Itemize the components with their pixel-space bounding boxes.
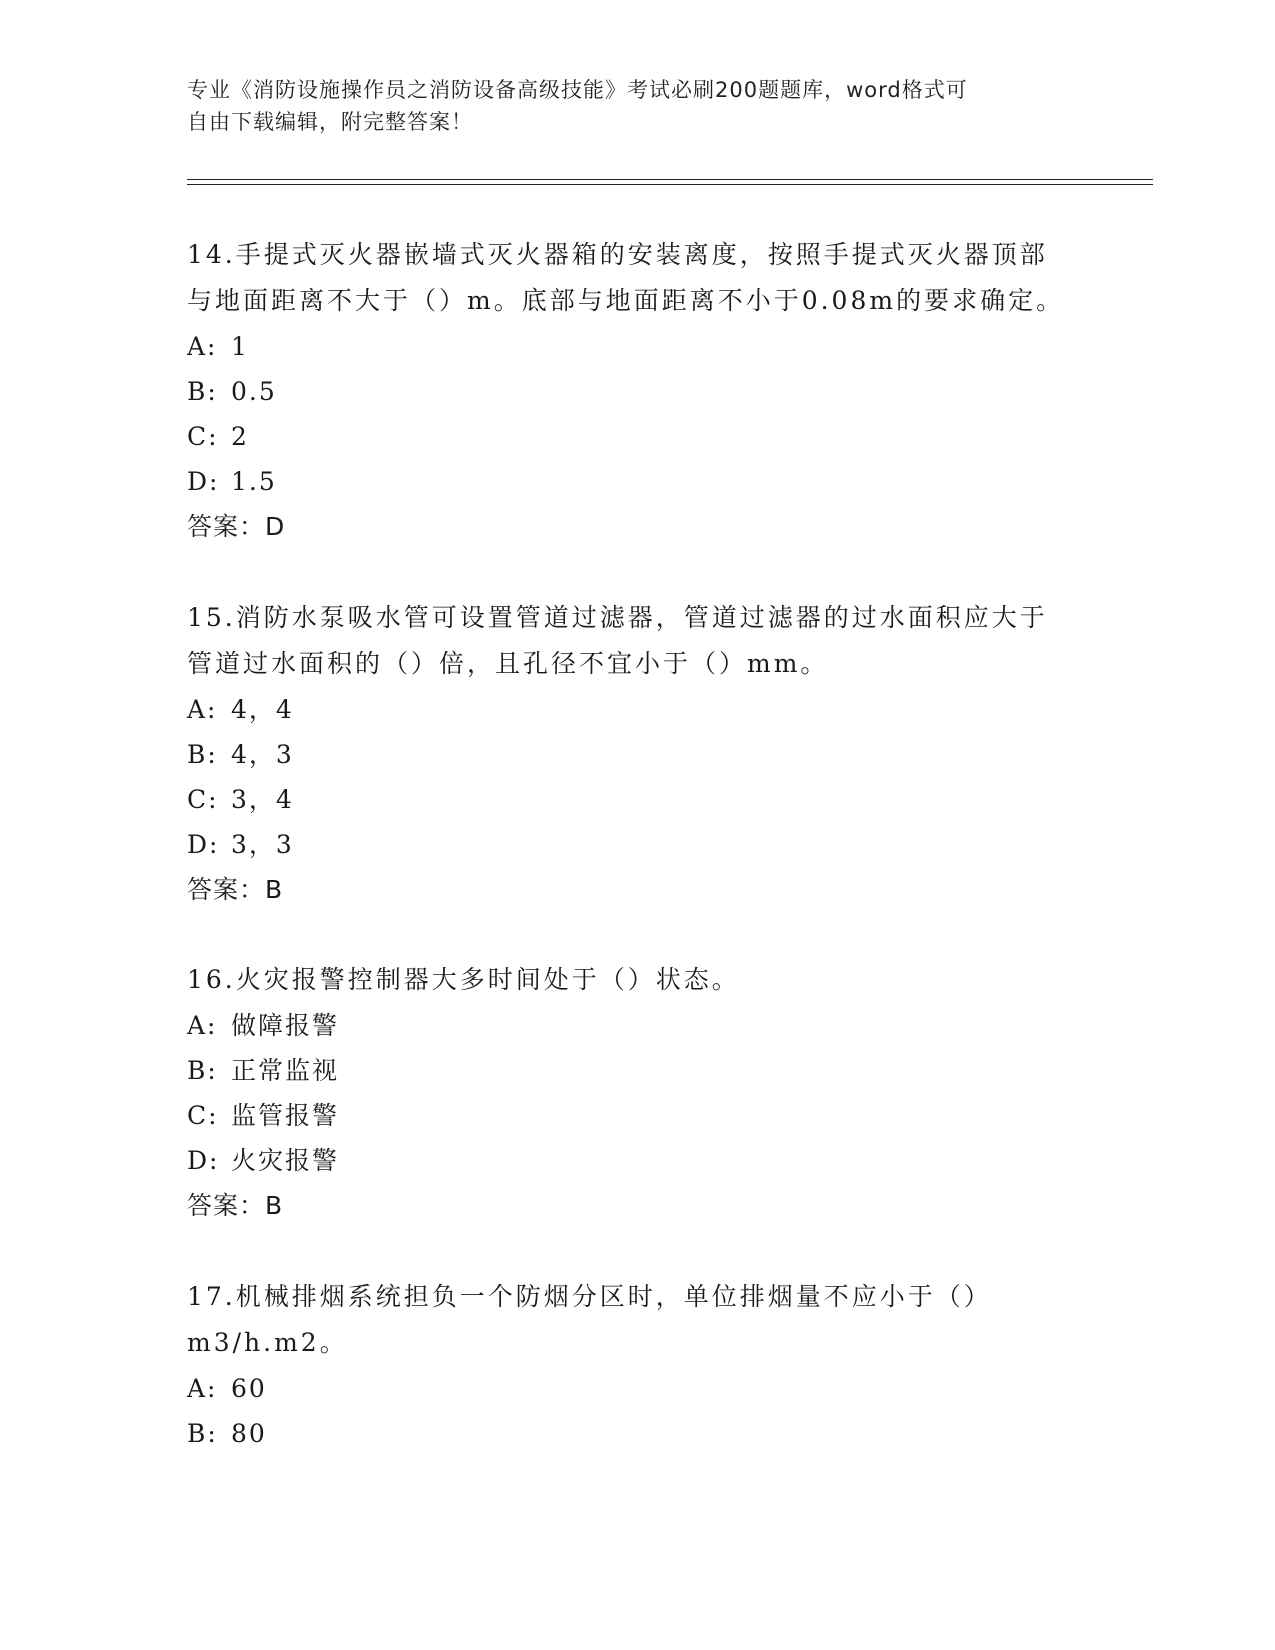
option-text: 60	[231, 1374, 267, 1403]
question-stem-line: 15.消防水泵吸水管可设置管道过滤器，管道过滤器的过水面积应大于	[187, 603, 1048, 632]
option-d	[187, 1138, 1087, 1183]
option-label: D:	[187, 1146, 220, 1175]
option-b	[187, 1411, 1087, 1456]
option-c	[187, 414, 1087, 459]
question-stem-line: m3/h.m2。	[187, 1328, 348, 1357]
option-b	[187, 369, 1087, 414]
option-text: 4，4	[231, 695, 294, 724]
option-text: 4，3	[231, 740, 294, 769]
option-label: C:	[187, 785, 219, 814]
option-text: 1.5	[231, 467, 277, 496]
option-a	[187, 1003, 1087, 1048]
question-stem-line: 17.机械排烟系统担负一个防烟分区时，单位排烟量不应小于（）	[187, 1282, 992, 1311]
option-label: A:	[187, 1011, 218, 1040]
question-16	[187, 957, 1087, 1229]
option-text: 1	[231, 332, 249, 361]
option-label: B:	[187, 377, 218, 406]
question-stem-line: 与地面距离不大于（）m。底部与地面距离不小于0.08m的要求确定。	[187, 286, 1065, 315]
option-text: 3，4	[231, 785, 294, 814]
question-15	[187, 595, 1087, 913]
option-label: B:	[187, 740, 218, 769]
option-label: B:	[187, 1056, 218, 1085]
option-b	[187, 1048, 1087, 1093]
header-divider-bottom	[187, 184, 1153, 185]
header-line-2: 自由下载编辑，附完整答案！	[187, 110, 473, 134]
option-a	[187, 687, 1087, 732]
option-label: C:	[187, 422, 219, 451]
option-d	[187, 822, 1087, 867]
option-b	[187, 732, 1087, 777]
option-text: 80	[231, 1419, 267, 1448]
option-label: D:	[187, 467, 220, 496]
option-label: A:	[187, 695, 218, 724]
option-label: C:	[187, 1101, 219, 1130]
option-a	[187, 324, 1087, 369]
answer-line: 答案：B	[187, 875, 284, 904]
option-c	[187, 1093, 1087, 1138]
option-text: 监管报警	[231, 1101, 340, 1130]
option-a	[187, 1366, 1087, 1411]
option-text: 正常监视	[231, 1056, 340, 1085]
option-label: B:	[187, 1419, 218, 1448]
answer-line: 答案：B	[187, 1191, 284, 1220]
option-text: 火灾报警	[231, 1146, 340, 1175]
option-label: A:	[187, 1374, 218, 1403]
question-17	[187, 1274, 1087, 1456]
answer-line: 答案：D	[187, 512, 286, 541]
question-stem-line: 16.火灾报警控制器大多时间处于（）状态。	[187, 965, 740, 994]
option-c	[187, 777, 1087, 822]
option-d	[187, 459, 1087, 504]
question-stem-line: 14.手提式灭火器嵌墙式灭火器箱的安装离度，按照手提式灭火器顶部	[187, 240, 1048, 269]
option-label: D:	[187, 830, 220, 859]
option-text: 0.5	[231, 377, 277, 406]
option-text: 2	[231, 422, 249, 451]
header-line-1: 专业《消防设施操作员之消防设备高级技能》考试必刷200题题库，word格式可	[187, 78, 968, 102]
question-stem-line: 管道过水面积的（）倍，且孔径不宜小于（）mm。	[187, 649, 829, 678]
document-header	[187, 74, 1087, 138]
option-label: A:	[187, 332, 218, 361]
option-text: 3，3	[231, 830, 294, 859]
option-text: 做障报警	[231, 1011, 340, 1040]
question-14	[187, 232, 1087, 550]
header-divider-top	[187, 179, 1153, 180]
